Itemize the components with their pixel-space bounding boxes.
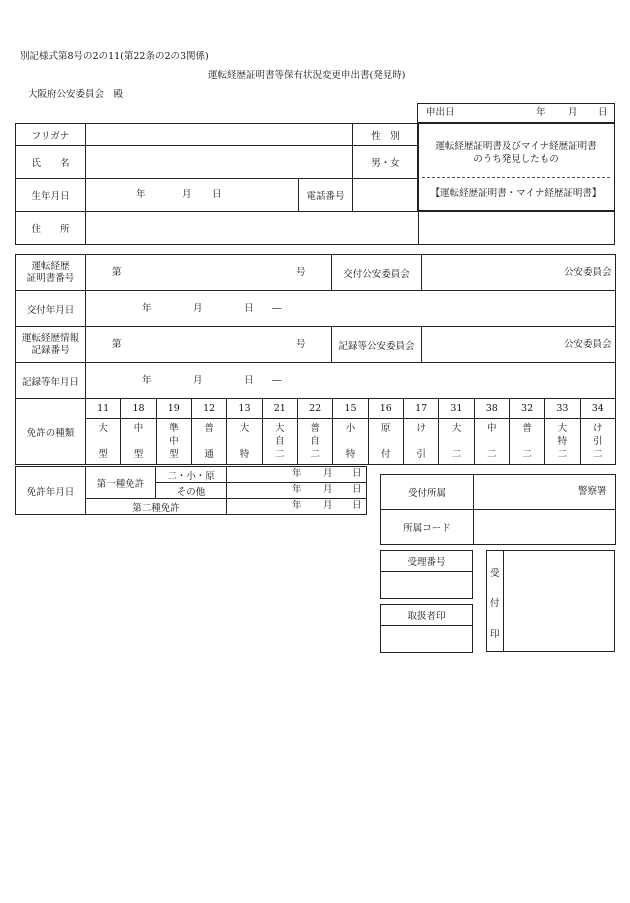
address-field[interactable]: [86, 212, 419, 245]
license-code-cell: 17: [403, 399, 438, 419]
second-class-date[interactable]: [227, 499, 367, 515]
license-code-cell: 22: [297, 399, 332, 419]
issuer-field[interactable]: [422, 255, 616, 291]
receipt-number-box: [380, 550, 473, 599]
apply-date-box[interactable]: [417, 103, 615, 123]
license-type-cell[interactable]: 大 自 二: [262, 419, 297, 465]
license-type-cell[interactable]: 普 自 二: [297, 419, 332, 465]
found-options[interactable]: 【運転経歴証明書・マイナ経歴証明書】: [430, 188, 602, 199]
reception-label: 受付所属: [381, 475, 474, 510]
license-type-cell[interactable]: 大 二: [439, 419, 474, 465]
license-date-table: [15, 466, 367, 515]
reception-suffix: 警察署: [578, 486, 607, 497]
license-code-cell: 16: [368, 399, 403, 419]
license-date-label: 免許年月日: [16, 467, 86, 515]
license-type-cell[interactable]: 大 型: [86, 419, 121, 465]
record-issuer-label: 記録等公安委員会: [332, 327, 422, 363]
license-code-cell: 19: [156, 399, 191, 419]
license-code-cell: 31: [439, 399, 474, 419]
license-type-cell[interactable]: 大 特: [227, 419, 262, 465]
furigana-label: フリガナ: [16, 124, 86, 146]
name-label: 氏 名: [16, 146, 86, 179]
license-type-cell[interactable]: 中 二: [474, 419, 509, 465]
license-code-cell: 33: [545, 399, 580, 419]
license-code-cell: 32: [509, 399, 544, 419]
stamp-char-1: 受: [490, 568, 500, 579]
handler-field[interactable]: [381, 626, 473, 653]
first-sub1-date[interactable]: [227, 467, 367, 483]
cert-number-suffix: 号: [296, 267, 306, 278]
furigana-field[interactable]: [86, 124, 353, 146]
year-unit: 年: [292, 484, 302, 495]
form-reference: 別記様式第8号の2の11(第22条の2の3関係): [20, 51, 209, 62]
month-unit: 月: [323, 500, 333, 511]
page-title: 運転経歴証明書等保有状況変更申出書(発見時): [208, 70, 406, 81]
handler-stamp-box: [380, 604, 473, 653]
birth-date-field[interactable]: [86, 179, 299, 212]
issuer-label: 交付公安委員会: [332, 255, 422, 291]
license-code-cell: 21: [262, 399, 297, 419]
receipt-number-label: 受理番号: [381, 551, 473, 572]
license-type-cell[interactable]: け 引: [403, 419, 438, 465]
stamp-char-2: 付: [490, 598, 500, 609]
license-code-cell: 18: [121, 399, 156, 419]
license-code-cell: 13: [227, 399, 262, 419]
record-issuer-suffix: 公安委員会: [564, 339, 612, 350]
record-date-field[interactable]: [86, 363, 616, 399]
day-unit: 日: [352, 468, 362, 479]
dashed-divider: [422, 177, 610, 178]
address-field-ext[interactable]: [417, 211, 615, 245]
year-unit: 年: [292, 468, 302, 479]
phone-field[interactable]: [353, 179, 419, 212]
first-class-label: 第一種免許: [86, 467, 156, 499]
license-type-cell[interactable]: 中 型: [121, 419, 156, 465]
record-year-unit: 年: [142, 375, 152, 386]
year-unit: 年: [292, 500, 302, 511]
license-code-cell: 12: [191, 399, 226, 419]
stamp-char-3: 印: [490, 629, 500, 640]
license-code-cell: 38: [474, 399, 509, 419]
license-type-cell[interactable]: 小 特: [333, 419, 368, 465]
office-code-label: 所属コード: [381, 510, 474, 545]
license-type-cell[interactable]: け 引 二: [580, 419, 615, 465]
record-day-unit: 日: [244, 375, 254, 386]
name-field[interactable]: [86, 146, 353, 179]
record-number-suffix: 号: [296, 339, 306, 350]
first-sub2-date[interactable]: [227, 483, 367, 499]
certificate-table: [15, 254, 616, 399]
found-text-1: 運転経歴証明書及びマイナ経歴証明書: [435, 141, 597, 152]
birth-year-unit: 年: [136, 189, 146, 200]
birth-day-unit: 日: [212, 189, 222, 200]
gender-options[interactable]: 男・女: [353, 146, 419, 179]
issue-month-unit: 月: [193, 303, 203, 314]
cert-number-prefix: 第: [112, 267, 122, 278]
apply-date-label: 申出日: [426, 107, 455, 118]
license-type-cell[interactable]: 普 二: [509, 419, 544, 465]
record-number-prefix: 第: [112, 339, 122, 350]
issue-year-unit: 年: [142, 303, 152, 314]
first-class-sub2: その他: [156, 483, 227, 499]
apply-year-unit: 年: [536, 107, 546, 118]
license-code-cell: 15: [333, 399, 368, 419]
reception-stamp-box[interactable]: [486, 550, 615, 652]
issue-date-field[interactable]: [86, 291, 616, 327]
personal-info-table: [15, 123, 419, 245]
found-document-box: [417, 123, 615, 211]
cert-number-label: 運転経歴 証明書番号: [16, 255, 86, 291]
first-class-sub1: 二・小・原: [156, 467, 227, 483]
gender-label: 性 別: [353, 124, 419, 146]
license-type-cell[interactable]: 普 通: [191, 419, 226, 465]
stamp-divider: [503, 551, 504, 651]
record-number-label: 運転経歴情報 記録番号: [16, 327, 86, 363]
license-code-cell: 11: [86, 399, 121, 419]
month-unit: 月: [323, 484, 333, 495]
reception-field[interactable]: [474, 475, 616, 510]
birth-label: 生年月日: [16, 179, 86, 212]
record-dash: ―: [272, 375, 282, 386]
license-type-cell[interactable]: 大 特 二: [545, 419, 580, 465]
day-unit: 日: [352, 484, 362, 495]
handler-label: 取扱者印: [381, 605, 473, 626]
office-table: [380, 474, 616, 545]
license-types-table: [15, 398, 616, 465]
office-code-field[interactable]: [474, 510, 616, 545]
found-text-2: のうち発見したもの: [473, 154, 559, 165]
record-number-field[interactable]: [86, 327, 332, 363]
record-month-unit: 月: [193, 375, 203, 386]
issuer-suffix: 公安委員会: [564, 267, 612, 278]
apply-month-unit: 月: [568, 107, 578, 118]
issue-dash: ―: [272, 303, 282, 314]
month-unit: 月: [323, 468, 333, 479]
receipt-number-field[interactable]: [381, 572, 473, 599]
address-label: 住 所: [16, 212, 86, 245]
birth-month-unit: 月: [182, 189, 192, 200]
record-date-label: 記録等年月日: [16, 363, 86, 399]
license-code-cell: 34: [580, 399, 615, 419]
license-types-label: 免許の種類: [16, 399, 86, 465]
cert-number-field[interactable]: [86, 255, 332, 291]
issue-day-unit: 日: [244, 303, 254, 314]
license-type-cell[interactable]: 原 付: [368, 419, 403, 465]
apply-day-unit: 日: [598, 107, 608, 118]
phone-label: 電話番号: [299, 179, 353, 212]
day-unit: 日: [352, 500, 362, 511]
issue-date-label: 交付年月日: [16, 291, 86, 327]
second-class-label: 第二種免許: [86, 499, 227, 515]
recipient: 大阪府公安委員会 殿: [28, 89, 124, 100]
license-type-cell[interactable]: 準 中 型: [156, 419, 191, 465]
record-issuer-field[interactable]: [422, 327, 616, 363]
